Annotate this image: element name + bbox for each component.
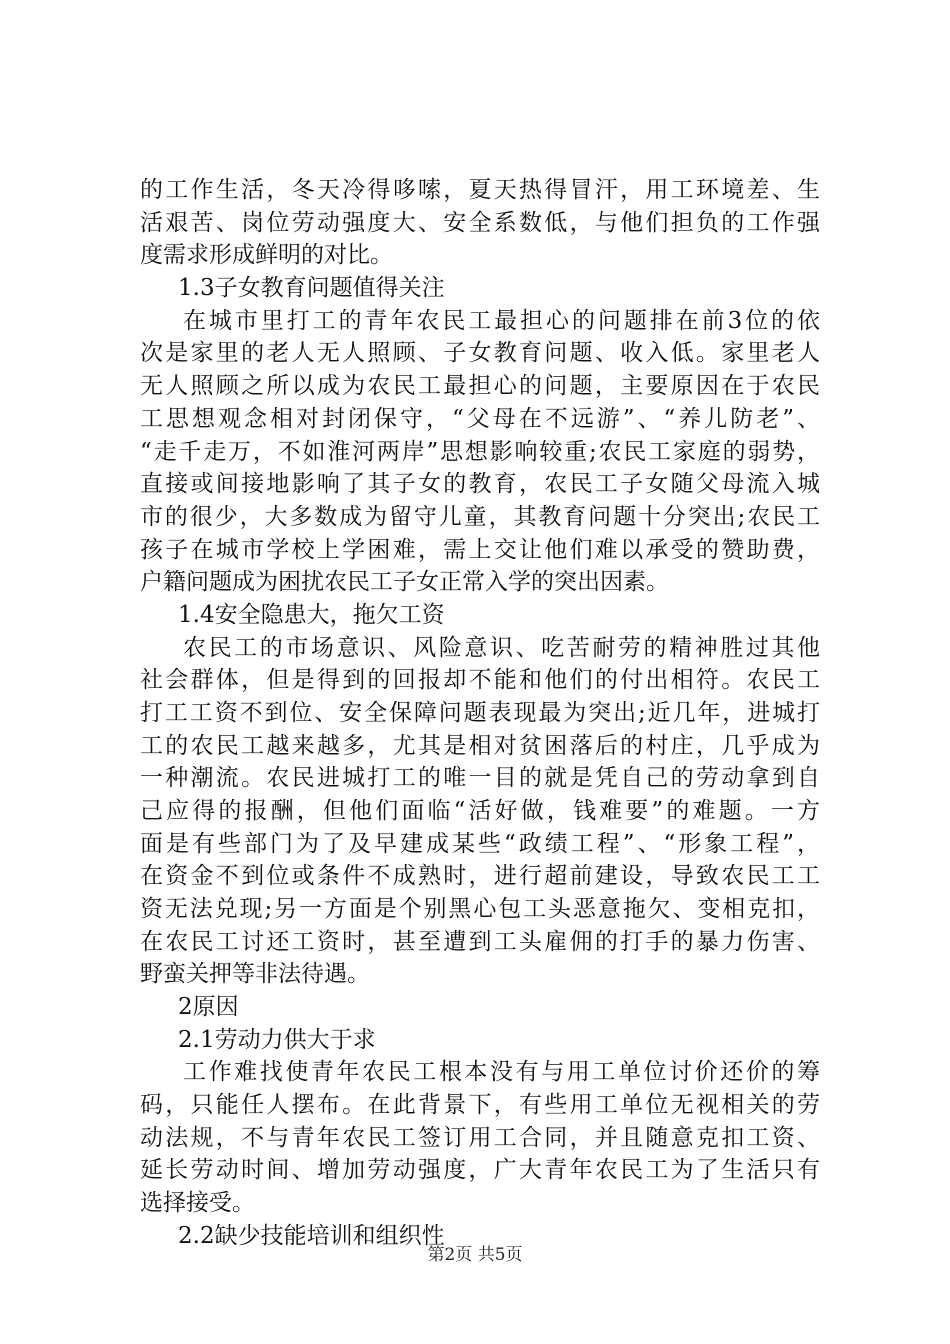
body-line: 在城市里打工的青年农民工最担心的问题排在前3位的依 xyxy=(183,308,820,334)
body-line: 孩子在城市学校上学困难，需上交让他们难以承受的赞助费， xyxy=(140,537,820,563)
body-line: 己应得的报酬，但他们面临“活好做，钱难要”的难题。一方 xyxy=(140,798,820,824)
body-line: 次是家里的老人无人照顾、子女教育问题、收入低。家里老人 xyxy=(140,340,820,366)
body-line: “走千走万，不如淮河两岸”思想影响较重;农民工家庭的弱势， xyxy=(140,439,820,465)
body-line: 选择接受。 xyxy=(140,1190,255,1216)
body-line: 直接或间接地影响了其子女的教育，农民工子女随父母流入城 xyxy=(140,471,820,497)
body-line: 打工工资不到位、安全保障问题表现最为突出;近几年，进城打 xyxy=(140,700,820,726)
body-line: 面是有些部门为了及早建成某些“政绩工程”、“形象工程”， xyxy=(140,831,820,857)
body-line: 码，只能任人摆布。在此背景下，有些用工单位无视相关的劳 xyxy=(140,1092,820,1118)
page-number-footer: 第2页 共5页 xyxy=(427,1245,523,1265)
section-heading: 1.3子女教育问题值得关注 xyxy=(178,275,445,301)
body-line: 资无法兑现;另一方面是个别黑心包工头恶意拖欠、变相克扣， xyxy=(140,896,820,922)
body-line: 在农民工讨还工资时，甚至遭到工头雇佣的打手的暴力伤害、 xyxy=(140,929,820,955)
body-line: 延长劳动时间、增加劳动强度，广大青年农民工为了生活只有 xyxy=(140,1157,820,1183)
body-line: 野蛮关押等非法待遇。 xyxy=(140,961,370,987)
section-heading: 1.4安全隐患大，拖欠工资 xyxy=(178,602,445,628)
body-line: 无人照顾之所以成为农民工最担心的问题，主要原因在于农民 xyxy=(140,373,820,399)
body-line: 工的农民工越来越多，尤其是相对贫困落后的村庄，几乎成为 xyxy=(140,733,820,759)
body-line: 工作难找使青年农民工根本没有与用工单位讨价还价的筹 xyxy=(183,1059,820,1085)
body-line: 户籍问题成为困扰农民工子女正常入学的突出因素。 xyxy=(140,569,669,595)
body-line: 市的很少，大多数成为留守儿童，其教育问题十分突出;农民工 xyxy=(140,504,820,530)
body-line: 的工作生活，冬天冷得哆嗦，夏天热得冒汗，用工环境差、生 xyxy=(140,177,820,203)
body-line: 农民工的市场意识、风险意识、吃苦耐劳的精神胜过其他 xyxy=(183,635,820,661)
section-heading: 2.2缺少技能培训和组织性 xyxy=(178,1223,445,1249)
body-line: 在资金不到位或条件不成熟时，进行超前建设，导致农民工工 xyxy=(140,863,820,889)
section-heading: 2.1劳动力供大于求 xyxy=(178,1027,376,1053)
body-line: 动法规，不与青年农民工签订用工合同，并且随意克扣工资、 xyxy=(140,1125,820,1151)
section-heading: 2原因 xyxy=(178,994,239,1020)
body-line: 度需求形成鲜明的对比。 xyxy=(140,242,393,268)
body-line: 社会群体，但是得到的回报却不能和他们的付出相符。农民工 xyxy=(140,667,820,693)
body-line: 一种潮流。农民进城打工的唯一目的就是凭自己的劳动拿到自 xyxy=(140,765,820,791)
body-line: 活艰苦、岗位劳动强度大、安全系数低，与他们担负的工作强 xyxy=(140,210,820,236)
body-line: 工思想观念相对封闭保守，“父母在不远游”、“养儿防老”、 xyxy=(140,406,820,432)
